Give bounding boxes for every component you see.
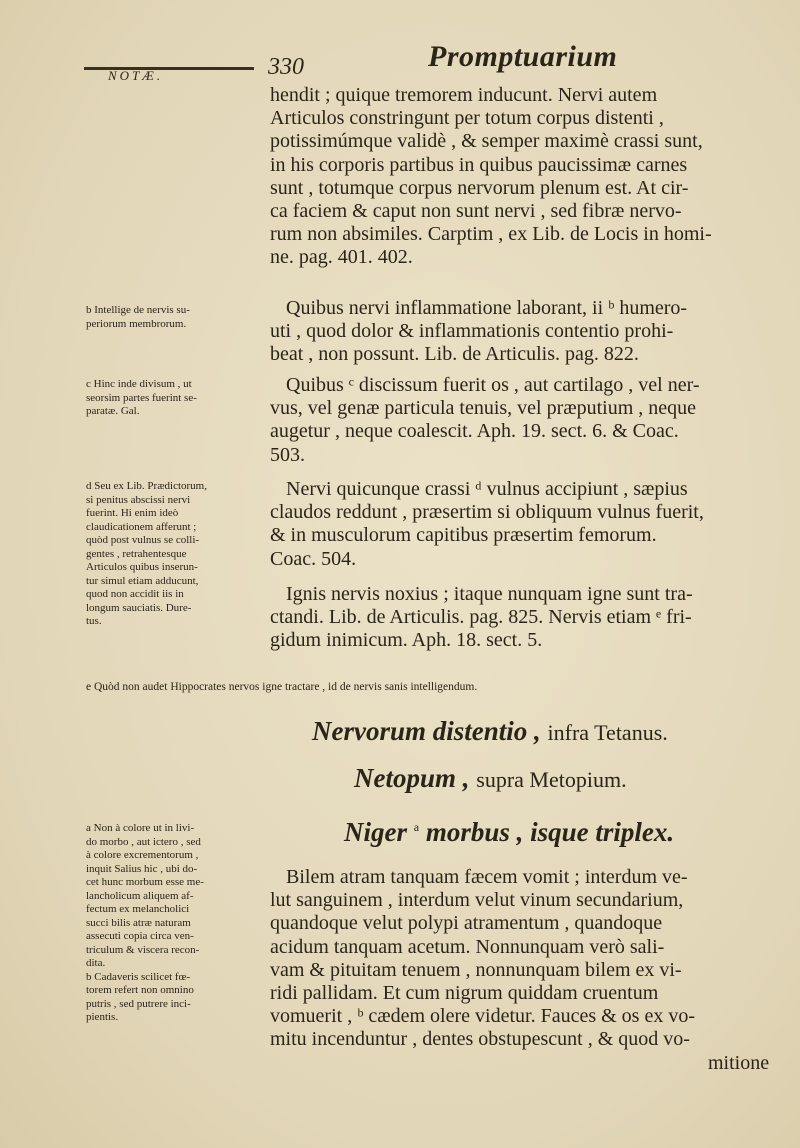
paragraph-3 <box>270 374 770 467</box>
paragraph-niger <box>270 866 770 1075</box>
heading-reference: supra Metopium. <box>476 767 627 792</box>
text-line: acidum tanquam acetum. Nonnunquam verò sali- <box>270 935 665 958</box>
paragraph-4 <box>270 478 770 571</box>
text-line: in his corporis partibus in quibus paucissimæ carnes <box>270 153 688 176</box>
note-line: tur simul etiam adducunt, <box>86 574 199 587</box>
note-line: si penitus abscissi nervi <box>86 493 191 506</box>
note-line: tus. <box>86 615 102 627</box>
text-line: Coac. 504. <box>270 547 357 570</box>
catchword: mitione <box>708 1051 770 1074</box>
side-note-b <box>86 304 268 331</box>
note-line: quòd post vulnus se colli- <box>86 534 200 546</box>
heading-reference: infra Tetanus. <box>547 720 668 745</box>
text-line: & in musculorum capitibus præsertim femorum. <box>270 524 657 547</box>
page-number: 330 <box>268 54 304 80</box>
note-line: b Intellige de nervis su- <box>86 304 190 316</box>
note-line: à colore excrementorum , <box>86 849 199 861</box>
text-line: uti , quod dolor & inflammationis contentio prohi- <box>270 320 674 343</box>
heading-netopum <box>354 763 627 794</box>
note-line: succi bilis atræ naturam <box>86 916 191 929</box>
note-line: Articulos quibus inserun- <box>86 561 198 573</box>
text-line: beat , non possunt. Lib. de Articulis. pag. 822. <box>270 343 639 366</box>
text-line: vomuerit , ᵇ cædem olere videtur. Fauces & os ex vo- <box>270 1005 695 1028</box>
text-line: Ignis nervis noxius ; itaque nunquam igne sunt tra- <box>286 583 693 605</box>
note-line: triculum & viscera recon- <box>86 943 200 956</box>
note-line: inquit Salius hic , ubi do- <box>86 862 198 875</box>
note-line: periorum membrorum. <box>86 317 187 330</box>
side-note-d <box>86 480 268 629</box>
note-line: a Non à colore ut in livi- <box>86 822 195 834</box>
text-line: ca faciem & caput non sunt nervi , sed fibræ nervo- <box>270 199 682 222</box>
heading-term-rest: morbus , isque triplex. <box>425 817 675 847</box>
text-line: augetur , neque coalescit. Aph. 19. sect. 6. & Coac. <box>270 420 679 443</box>
note-line: assecuti copia circa ven- <box>86 930 194 942</box>
paragraph-1 <box>270 84 770 270</box>
text-line: rum non absimiles. Carptim , ex Lib. de Locis in homi- <box>270 223 712 246</box>
text-line: potissimúmque validè , & semper maximè crassi sunt, <box>270 130 703 153</box>
text-line: mitu incenduntur , dentes obstupescunt , & quod vo- <box>270 1028 690 1051</box>
paragraph-2 <box>270 297 770 367</box>
note-line: fectum ex melancholici <box>86 903 190 915</box>
footnote-e: e Quòd non audet Hippocrates nervos igne tractare , id de nervis sanis intelligendum. <box>86 681 478 693</box>
heading-niger <box>344 817 674 848</box>
paragraph-5 <box>270 583 770 653</box>
note-line: fuerint. Hi enim ideò <box>86 507 179 519</box>
note-line: paratæ. Gal. <box>86 405 140 417</box>
text-line: vus, vel genæ particula tenuis, vel præputium , neque <box>270 397 697 420</box>
side-note-niger <box>86 822 268 1025</box>
note-line: claudicationem afferunt ; <box>86 520 197 533</box>
note-line: longum sauciatis. Dure- <box>86 601 192 614</box>
note-line: gentes , retrahentesque <box>86 547 187 560</box>
text-line: gidum inimicum. Aph. 18. sect. 5. <box>270 629 543 652</box>
note-line: putris , sed putrere inci- <box>86 997 191 1010</box>
text-line: Quibus nervi inflammatione laborant, ii ᵇ humero- <box>286 297 688 319</box>
note-line: dita. <box>86 957 106 969</box>
text-line: ctandi. Lib. de Articulis. pag. 825. Nervis etiam ᵉ fri- <box>270 606 692 629</box>
text-line: ridi pallidam. Et cum nigrum quiddam cruentum <box>270 981 659 1004</box>
note-line: do morbo , aut ictero , sed <box>86 835 201 848</box>
footnote-marker: a <box>413 820 420 834</box>
text-line: claudos reddunt , præsertim si obliquum vulnus fuerit, <box>270 501 704 524</box>
text-line: sunt , totumque corpus nervorum plenum est. At cir- <box>270 176 689 199</box>
running-title: Promptuarium <box>428 40 618 73</box>
text-line: hendit ; quique tremorem inducunt. Nervi autem <box>270 84 658 106</box>
note-line: lancholicum aliquem af- <box>86 889 194 902</box>
heading-nervorum <box>312 716 668 747</box>
heading-term: Nervorum distentio , <box>312 716 541 746</box>
note-line: c Hinc inde divisum , ut <box>86 378 192 390</box>
note-line: cet hunc morbum esse me- <box>86 876 204 888</box>
text-line: 503. <box>270 443 305 466</box>
text-line: Articulos constringunt per totum corpus distenti , <box>270 107 664 130</box>
note-line: pientis. <box>86 1011 119 1023</box>
note-line: d Seu ex Lib. Prædictorum, <box>86 480 207 492</box>
text-line: Bilem atram tanquam fæcem vomit ; interdum ve- <box>286 866 688 888</box>
text-line: ne. pag. 401. 402. <box>270 246 413 269</box>
note-line: quod non accidit iis in <box>86 588 184 600</box>
text-line: quandoque velut polypi atramentum , quandoque <box>270 912 663 935</box>
text-line: vam & pituitam tenuem , nonnunquam bilem ex vi- <box>270 958 682 981</box>
note-line: b Cadaveris scilicet fœ- <box>86 970 191 983</box>
text-line: Nervi quicunque crassi ᵈ vulnus accipiunt , sæpius <box>286 478 688 500</box>
heading-term: Netopum , <box>354 763 470 793</box>
text-line: Quibus ᶜ discissum fuerit os , aut cartilago , vel ner- <box>286 374 700 396</box>
section-label: NOTÆ. <box>108 68 164 83</box>
note-line: seorsim partes fuerint se- <box>86 391 197 404</box>
note-line: torem refert non omnino <box>86 984 194 996</box>
heading-term: Niger <box>344 817 407 847</box>
side-note-c <box>86 378 268 419</box>
text-line: lut sanguinem , interdum velut vinum secundarium, <box>270 889 684 912</box>
